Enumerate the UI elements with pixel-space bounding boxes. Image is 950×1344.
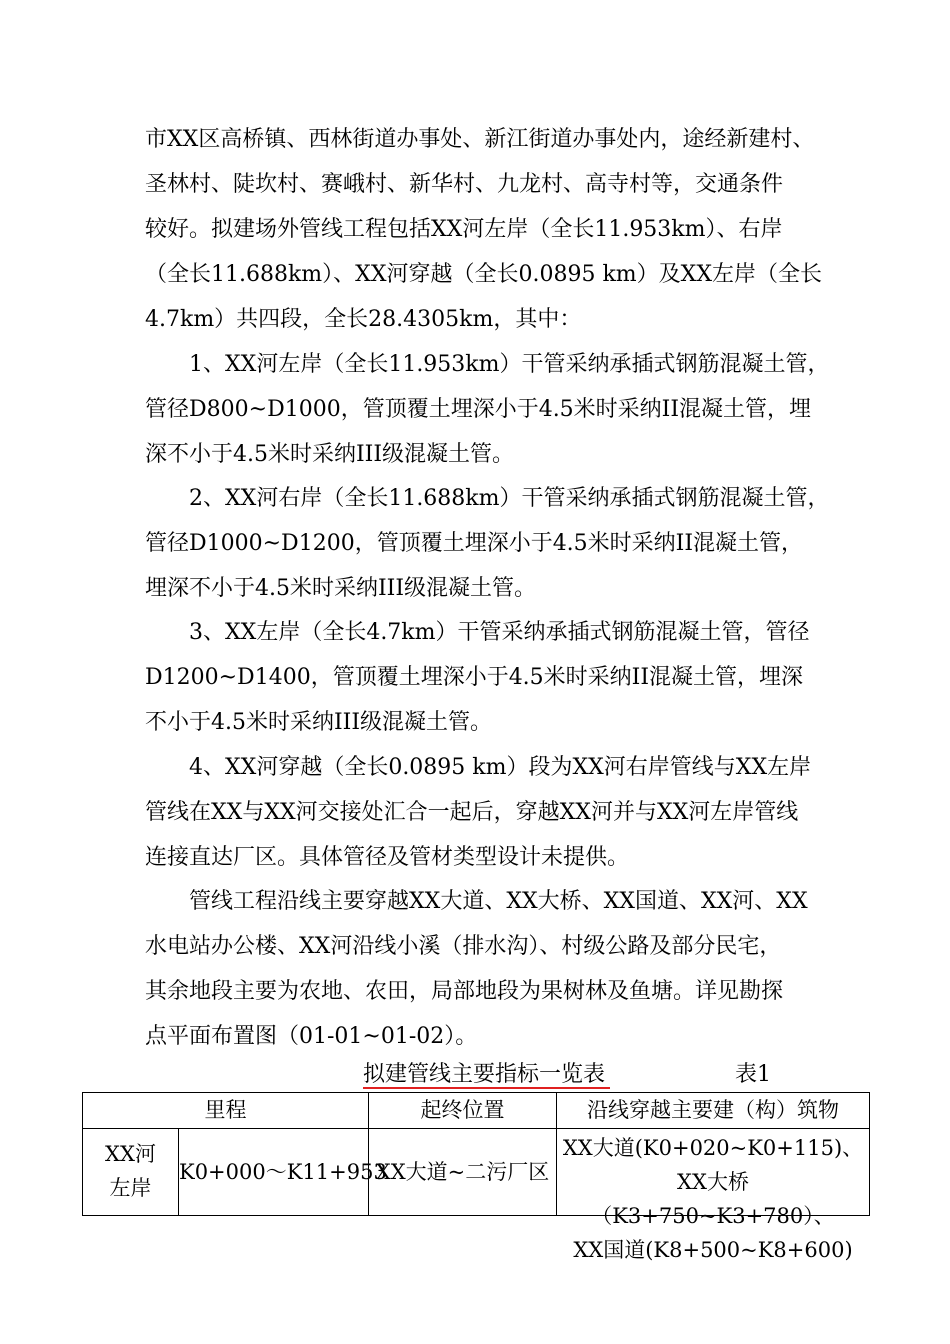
section-line: XX河 [105,1142,156,1166]
text-line: 2、XX河右岸（全长11.688km）干管采纳承插式钢筋混凝土管， [189,486,830,511]
cell-mileage [179,1129,387,1216]
text-line: （全长11.688km）、XX河穿越（全长0.0895 km）及XX左岸（全长 [145,262,822,287]
text-line: D1200~D1400，管顶覆土埋深小于4.5米时采纳II混凝土管，埋深 [145,665,804,690]
table-number: 表1 [735,1062,771,1087]
location-value: XX大道~二污厂区 [375,1160,550,1184]
header-location: 起终位置 [369,1093,557,1129]
text-line: 3、XX左岸（全长4.7km）干管采纳承插式钢筋混凝土管，管径 [189,620,810,645]
text-line: 点平面布置图（01-01~01-02）。 [145,1024,478,1049]
structure-line: XX国道(K8+500~K8+600) [573,1238,853,1262]
text-line: 较好。拟建场外管线工程包括XX河左岸（全长11.953km）、右岸 [145,217,783,242]
text-line: 4.7km）共四段，全长28.4305km，其中： [145,307,582,332]
cell-location [369,1129,557,1216]
text-line: 圣林村、陡坎村、赛峨村、新华村、九龙村、高寺村等，交通条件 [145,172,784,197]
cell-structures [557,1129,870,1262]
text-line: 不小于4.5米时采纳III级混凝土管。 [145,710,493,735]
text-line: 管径D800~D1000，管顶覆土埋深小于4.5米时采纳II混凝土管，埋 [145,397,812,422]
spellcheck-underline [363,1087,610,1089]
text-line: 深不小于4.5米时采纳III级混凝土管。 [145,442,515,467]
header-mileage: 里程 [83,1093,369,1129]
table-row [83,1129,870,1216]
section-line: 左岸 [109,1176,152,1200]
table-header-row [83,1093,870,1129]
cell-section [83,1129,179,1216]
pipeline-index-table [82,1092,870,1262]
text-line: 管线在XX与XX河交接处汇合一起后，穿越XX河并与XX河左岸管线 [145,800,799,825]
text-line: 水电站办公楼、XX河沿线小溪（排水沟）、村级公路及部分民宅， [145,934,782,959]
text-line: 其余地段主要为农地、农田，局部地段为果树林及鱼塘。详见勘探 [145,979,784,1004]
text-line: 连接直达厂区。具体管径及管材类型设计未提供。 [145,845,630,870]
text-line: 埋深不小于4.5米时采纳III级混凝土管。 [145,576,537,601]
table-caption: 拟建管线主要指标一览表 [363,1062,606,1087]
structure-line: XX大道(K0+020~K0+115)、 [562,1136,864,1160]
text-line: 管线工程沿线主要穿越XX大道、XX大桥、XX国道、XX河、XX [189,889,808,914]
mileage-value: K0+000～K11+953 [179,1160,387,1184]
header-structures: 沿线穿越主要建（构）筑物 [557,1093,870,1129]
text-line: 市XX区高桥镇、西林街道办事处、新江街道办事处内，途经新建村、 [145,127,815,152]
text-line: 4、XX河穿越（全长0.0895 km）段为XX河右岸管线与XX左岸 [189,755,812,780]
structure-line: XX大桥（K3+750~K3+780）、 [591,1170,835,1228]
text-line: 管径D1000~D1200，管顶覆土埋深小于4.5米时采纳II混凝土管， [145,531,804,556]
text-line: 1、XX河左岸（全长11.953km）干管采纳承插式钢筋混凝土管， [189,352,830,377]
